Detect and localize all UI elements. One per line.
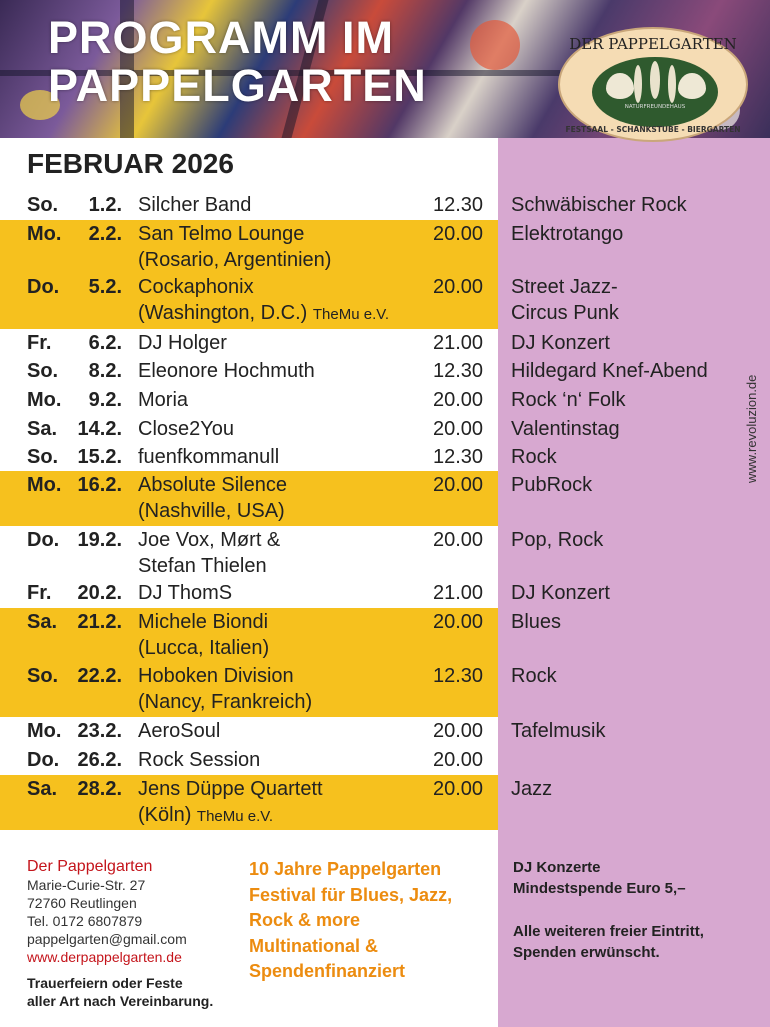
info-line: Spenden erwünscht. bbox=[513, 944, 660, 961]
address-block bbox=[27, 858, 213, 1010]
artist-name: Hoboken Division (Nancy, Frankreich) bbox=[138, 665, 313, 713]
event-artist bbox=[138, 718, 220, 744]
event-date: 23.2. bbox=[77, 720, 122, 742]
event-row bbox=[0, 220, 770, 273]
event-date: 16.2. bbox=[77, 474, 122, 496]
event-day: So. bbox=[27, 446, 59, 468]
event-time: 20.00 bbox=[433, 778, 484, 800]
event-date: 1.2. bbox=[88, 194, 122, 216]
event-date: 21.2. bbox=[77, 611, 122, 633]
event-time: 12.30 bbox=[433, 194, 484, 216]
event-row bbox=[0, 386, 770, 415]
info-line: DJ Konzerte bbox=[513, 859, 601, 876]
event-row bbox=[0, 415, 770, 443]
event-time: 20.00 bbox=[433, 529, 484, 551]
event-list bbox=[0, 191, 770, 830]
organizer-note: TheMu e.V. bbox=[312, 306, 390, 323]
event-artist bbox=[138, 192, 251, 218]
artist-name: Jens Düppe Quartett (Köln) bbox=[138, 778, 323, 826]
artist-name: DJ Holger bbox=[138, 332, 227, 354]
festival-line: Spendenfinanziert bbox=[249, 961, 406, 981]
event-artist bbox=[138, 527, 280, 579]
event-day: Sa. bbox=[27, 778, 58, 800]
title-line-2: PAPPELGARTEN bbox=[48, 60, 427, 111]
event-row bbox=[0, 471, 770, 526]
event-genre: Hildegard Knef-Abend bbox=[511, 360, 708, 382]
organizer-note: TheMu e.V. bbox=[196, 808, 274, 825]
event-time: 21.00 bbox=[433, 332, 484, 354]
note-line-1: Trauerfeiern oder Feste bbox=[27, 975, 183, 991]
event-date: 15.2. bbox=[77, 446, 122, 468]
logo-name: DER PAPPELGARTEN bbox=[569, 35, 737, 53]
event-date: 5.2. bbox=[88, 276, 122, 298]
city: 72760 Reutlingen bbox=[27, 895, 137, 911]
festival-line: Rock & more bbox=[249, 910, 361, 930]
event-genre: Tafelmusik bbox=[511, 720, 606, 742]
artist-name: Close2You bbox=[138, 418, 235, 440]
event-artist bbox=[138, 416, 234, 442]
event-genre: Schwäbischer Rock bbox=[511, 194, 687, 216]
event-day: Mo. bbox=[27, 474, 62, 496]
event-day: Sa. bbox=[27, 611, 58, 633]
artist-name: Silcher Band bbox=[138, 194, 252, 216]
artist-name: San Telmo Lounge (Rosario, Argentinien) bbox=[138, 223, 332, 271]
event-row bbox=[0, 608, 770, 662]
event-day: Fr. bbox=[27, 582, 52, 604]
event-date: 6.2. bbox=[88, 332, 122, 354]
event-day: Do. bbox=[27, 529, 60, 551]
event-artist bbox=[138, 444, 279, 470]
event-artist bbox=[138, 580, 232, 606]
street: Marie-Curie-Str. 27 bbox=[27, 877, 146, 893]
event-genre: Street Jazz- Circus Punk bbox=[511, 276, 619, 324]
event-day: So. bbox=[27, 360, 59, 382]
event-time: 20.00 bbox=[433, 418, 484, 440]
event-artist bbox=[138, 221, 331, 273]
month-heading: FEBRUAR 2026 bbox=[27, 148, 234, 179]
note-line-2: aller Art nach Vereinbarung. bbox=[27, 993, 214, 1009]
event-day: So. bbox=[27, 194, 59, 216]
event-day: Mo. bbox=[27, 389, 62, 411]
event-day: Do. bbox=[27, 276, 60, 298]
event-row bbox=[0, 717, 770, 746]
event-artist bbox=[138, 609, 269, 661]
info-line: Mindestspende Euro 5,– bbox=[513, 880, 686, 897]
event-date: 26.2. bbox=[77, 749, 122, 771]
event-day: Fr. bbox=[27, 332, 52, 354]
event-time: 20.00 bbox=[433, 389, 484, 411]
event-artist bbox=[138, 663, 312, 715]
email-link[interactable]: pappelgarten@gmail.com bbox=[27, 931, 187, 947]
event-date: 19.2. bbox=[77, 529, 122, 551]
event-day: Mo. bbox=[27, 720, 62, 742]
event-time: 20.00 bbox=[433, 611, 484, 633]
event-time: 12.30 bbox=[433, 665, 484, 687]
event-genre: Rock bbox=[511, 665, 557, 687]
page-title bbox=[48, 14, 427, 110]
artist-name: fuenfkommanull bbox=[138, 446, 280, 468]
event-date: 28.2. bbox=[77, 778, 122, 800]
credit: www.revoluzion.de bbox=[744, 374, 759, 483]
artist-name: Joe Vox, Mørt & Stefan Thielen bbox=[138, 529, 281, 577]
logo-subtitle: FESTSAAL - SCHANKSTUBE - BIERGARTEN bbox=[565, 125, 741, 134]
artist-name: Michele Biondi (Lucca, Italien) bbox=[138, 611, 270, 659]
event-time: 20.00 bbox=[433, 474, 484, 496]
event-date: 8.2. bbox=[88, 360, 122, 382]
event-day: Do. bbox=[27, 749, 60, 771]
event-artist bbox=[138, 358, 315, 384]
event-date: 9.2. bbox=[88, 389, 122, 411]
festival-line: Festival für Blues, Jazz, bbox=[249, 884, 453, 905]
festival-line: 10 Jahre Pappelgarten bbox=[249, 859, 442, 879]
venue-name: Der Pappelgarten bbox=[27, 858, 153, 875]
event-date: 2.2. bbox=[88, 223, 122, 245]
event-genre: DJ Konzert bbox=[511, 582, 610, 604]
festival-block bbox=[249, 857, 452, 985]
artist-name: Moria bbox=[138, 389, 189, 411]
logo-inner-text: NATURFREUNDEHAUS bbox=[624, 104, 686, 110]
admission-info bbox=[513, 857, 704, 963]
info-line: Alle weiteren freier Eintritt, bbox=[513, 923, 704, 940]
event-row bbox=[0, 746, 770, 775]
event-day: Mo. bbox=[27, 223, 62, 245]
event-date: 20.2. bbox=[77, 582, 122, 604]
event-time: 20.00 bbox=[433, 276, 484, 298]
event-time: 12.30 bbox=[433, 446, 484, 468]
artist-name: Rock Session bbox=[138, 749, 261, 771]
event-time: 20.00 bbox=[433, 223, 484, 245]
event-artist bbox=[138, 274, 389, 328]
festival-line: Multinational & bbox=[249, 935, 378, 956]
event-row bbox=[0, 526, 770, 579]
artist-name: Absolute Silence (Nashville, USA) bbox=[138, 474, 287, 522]
event-row bbox=[0, 443, 770, 471]
event-genre: Valentinstag bbox=[511, 418, 620, 440]
event-day: So. bbox=[27, 665, 59, 687]
event-row bbox=[0, 357, 770, 386]
event-genre: Pop, Rock bbox=[511, 529, 604, 551]
phone: Tel. 0172 6807879 bbox=[27, 913, 143, 929]
artist-name: Eleonore Hochmuth bbox=[138, 360, 315, 382]
event-genre: DJ Konzert bbox=[511, 332, 610, 354]
event-artist bbox=[138, 776, 323, 830]
event-time: 12.30 bbox=[433, 360, 484, 382]
event-row bbox=[0, 775, 770, 830]
event-row bbox=[0, 579, 770, 608]
event-date: 14.2. bbox=[77, 418, 122, 440]
event-artist bbox=[138, 330, 227, 356]
event-genre: Rock ‘n‘ Folk bbox=[511, 389, 626, 411]
event-genre: Rock bbox=[511, 446, 557, 468]
event-day: Sa. bbox=[27, 418, 58, 440]
event-genre: Elektrotango bbox=[511, 223, 624, 245]
event-artist bbox=[138, 747, 260, 773]
event-time: 21.00 bbox=[433, 582, 484, 604]
artist-name: Cockaphonix (Washington, D.C.) bbox=[138, 276, 308, 324]
event-genre: Jazz bbox=[511, 778, 553, 800]
event-date: 22.2. bbox=[77, 665, 122, 687]
website-link[interactable]: www.derpappelgarten.de bbox=[27, 949, 182, 965]
title-line-1: PROGRAMM IM bbox=[48, 12, 394, 63]
event-row bbox=[0, 662, 770, 717]
event-row bbox=[0, 273, 770, 329]
event-artist bbox=[138, 387, 188, 413]
artist-name: AeroSoul bbox=[138, 720, 221, 742]
artist-name: DJ ThomS bbox=[138, 582, 233, 604]
event-row bbox=[0, 191, 770, 220]
event-genre: PubRock bbox=[511, 474, 593, 496]
event-time: 20.00 bbox=[433, 720, 484, 742]
pappelgarten-logo bbox=[558, 27, 748, 142]
event-row bbox=[0, 329, 770, 357]
event-time: 20.00 bbox=[433, 749, 484, 771]
event-artist bbox=[138, 472, 287, 524]
event-genre: Blues bbox=[511, 611, 562, 633]
